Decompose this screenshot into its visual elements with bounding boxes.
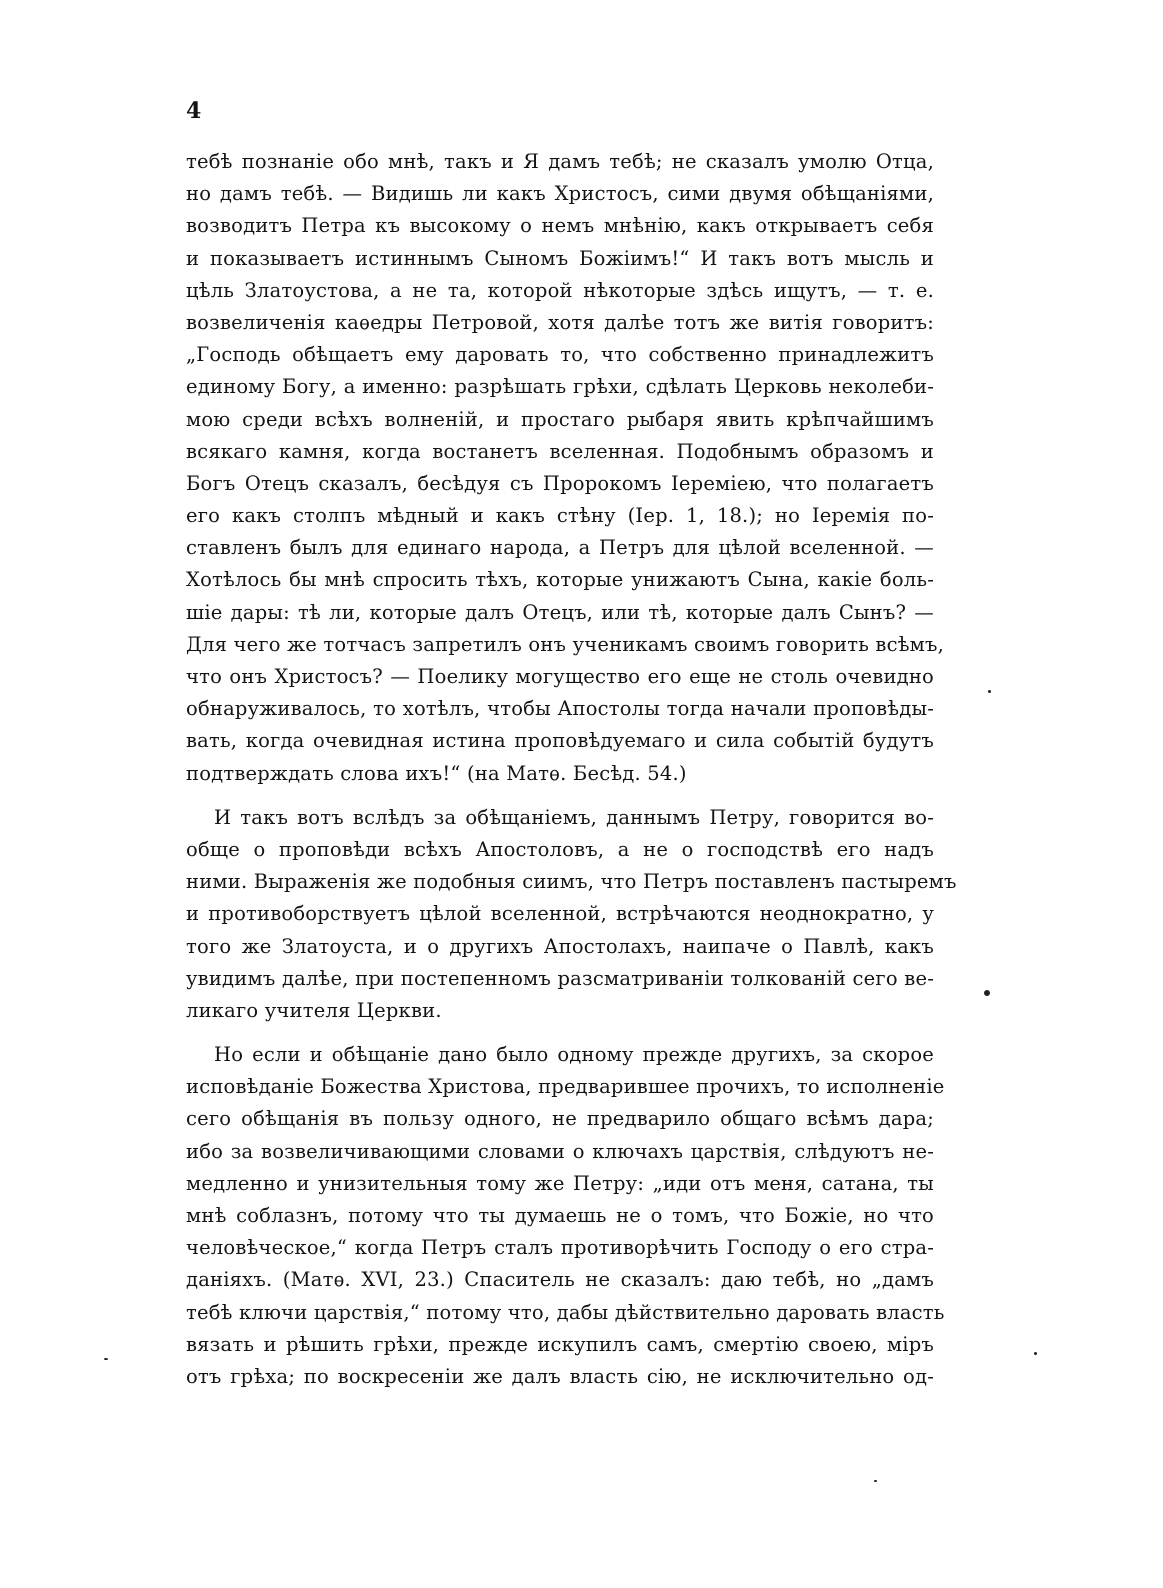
text-line: тебѣ познаніе обо мнѣ, такъ и Я дамъ тебѣ; не сказалъ умолю Отца,: [186, 150, 934, 173]
paragraph: [186, 146, 945, 790]
text-line: человѣческое,“ когда Петръ сталъ противорѣчить Господу о его стра-: [186, 1236, 934, 1260]
text-line: возвеличенія каѳедры Петровой, хотя далѣе тотъ же витія говоритъ:: [186, 310, 934, 334]
text-line: отъ грѣха; по воскресеніи же далъ власть сію, не исключительно од-: [186, 1364, 934, 1388]
paragraph-spacer: [186, 790, 934, 802]
page-number: 4: [186, 98, 202, 124]
text-line: цѣль Златоустова, а не та, которой нѣкоторые здѣсь ищутъ, — т. е.: [186, 278, 934, 302]
text-line: медленно и унизительныя тому же Петру: „иди отъ меня, сатана, ты: [186, 1171, 934, 1195]
text-line: того же Златоуста, и о другихъ Апостолахъ, наипаче о Павлѣ, какъ: [186, 934, 934, 958]
text-line: и противоборствуетъ цѣлой вселенной, встрѣчаются неоднократно, у: [186, 902, 934, 926]
scan-speck: [984, 990, 990, 996]
text-line: Богъ Отецъ сказалъ, бесѣдуя съ Пророкомъ Іереміею, что полагаетъ: [186, 471, 934, 495]
text-line: мнѣ соблазнъ, потому что ты думаешь не о томъ, что Божіе, но что: [186, 1204, 934, 1227]
scan-speck: [988, 690, 991, 693]
scan-speck: [874, 1480, 877, 1482]
scan-speck: [1034, 1352, 1037, 1355]
paragraph-spacer: [186, 1027, 934, 1039]
text-line: единому Богу, а именно: разрѣшать грѣхи, сдѣлать Церковь неколеби-: [186, 375, 934, 399]
text-line: что онъ Христосъ? — Поелику могущество его еще не столь очевидно: [186, 665, 934, 688]
text-line: его какъ столпъ мѣдный и какъ стѣну (Іер. 1, 18.); но Іеремія по-: [186, 504, 934, 528]
text-line: „Господь обѣщаетъ ему даровать то, что собственно принадлежитъ: [186, 343, 934, 367]
scan-speck: [104, 1358, 108, 1360]
text-line: Хотѣлось бы мнѣ спросить тѣхъ, которые унижаютъ Сына, какіе боль-: [186, 568, 934, 592]
text-line: обще о проповѣди всѣхъ Апостоловъ, а не о господствѣ его надъ: [186, 837, 934, 861]
text-line: даніяхъ. (Матѳ. XVI, 23.) Спаситель не сказалъ: даю тебѣ, но „дамъ: [186, 1268, 934, 1292]
text-line: мою среди всѣхъ волненій, и простаго рыбаря явить крѣпчайшимъ: [186, 407, 934, 431]
text-line: сего обѣщанія въ пользу одного, не предварило общаго всѣмъ дара;: [186, 1107, 934, 1131]
text-line: ними. Выраженія же подобныя сиимъ, что Петръ поставленъ пастыремъ: [186, 870, 957, 894]
text-line: шіе дары: тѣ ли, которые далъ Отецъ, или тѣ, которые далъ Сынъ? —: [186, 600, 934, 624]
text-line: И такъ вотъ вслѣдъ за обѣщаніемъ, даннымъ Петру, говорится во-: [214, 805, 934, 829]
body-text: [186, 146, 957, 1393]
text-line: вать, когда очевидная истина проповѣдуемаго и сила событій будутъ: [186, 729, 934, 753]
text-line: Для чего же тотчасъ запретилъ онъ ученикамъ своимъ говорить всѣмъ,: [186, 632, 945, 656]
text-line: возводитъ Петра къ высокому о немъ мнѣнію, какъ открываетъ себя: [186, 214, 934, 238]
text-line: тебѣ ключи царствія,“ потому что, дабы дѣйствительно даровать власть: [186, 1300, 945, 1324]
text-line: исповѣданіе Божества Христова, предварившее прочихъ, то исполненіе: [186, 1075, 945, 1099]
text-line: ибо за возвеличивающими словами о ключахъ царствія, слѣдуютъ не-: [186, 1139, 934, 1163]
text-line: и показываетъ истиннымъ Сыномъ Божіимъ!“ И такъ вотъ мысль и: [186, 246, 934, 270]
text-line: увидимъ далѣе, при постепенномъ разсматриваніи толкованій сего ве-: [186, 966, 934, 990]
text-line: обнаруживалось, то хотѣлъ, чтобы Апостолы тогда начали проповѣды-: [186, 697, 934, 721]
text-line: но дамъ тебѣ. — Видишь ли какъ Христосъ, сими двумя обѣщаніями,: [186, 182, 934, 206]
text-line: вязать и рѣшить грѣхи, прежде искупилъ самъ, смертію своею, міръ: [186, 1332, 934, 1356]
text-line: ставленъ былъ для единаго народа, а Петръ для цѣлой вселенной. —: [186, 536, 934, 560]
paragraph: [186, 802, 957, 1027]
text-line: всякаго камня, когда востанетъ вселенная. Подобнымъ образомъ и: [186, 439, 934, 463]
text-line: ликаго учителя Церкви.: [186, 998, 442, 1022]
text-line: подтверждать слова ихъ!“ (на Матѳ. Бесѣд. 54.): [186, 761, 687, 785]
paragraph: [186, 1039, 945, 1393]
text-line: Но если и обѣщаніе дано было одному прежде другихъ, за скорое: [214, 1043, 934, 1067]
